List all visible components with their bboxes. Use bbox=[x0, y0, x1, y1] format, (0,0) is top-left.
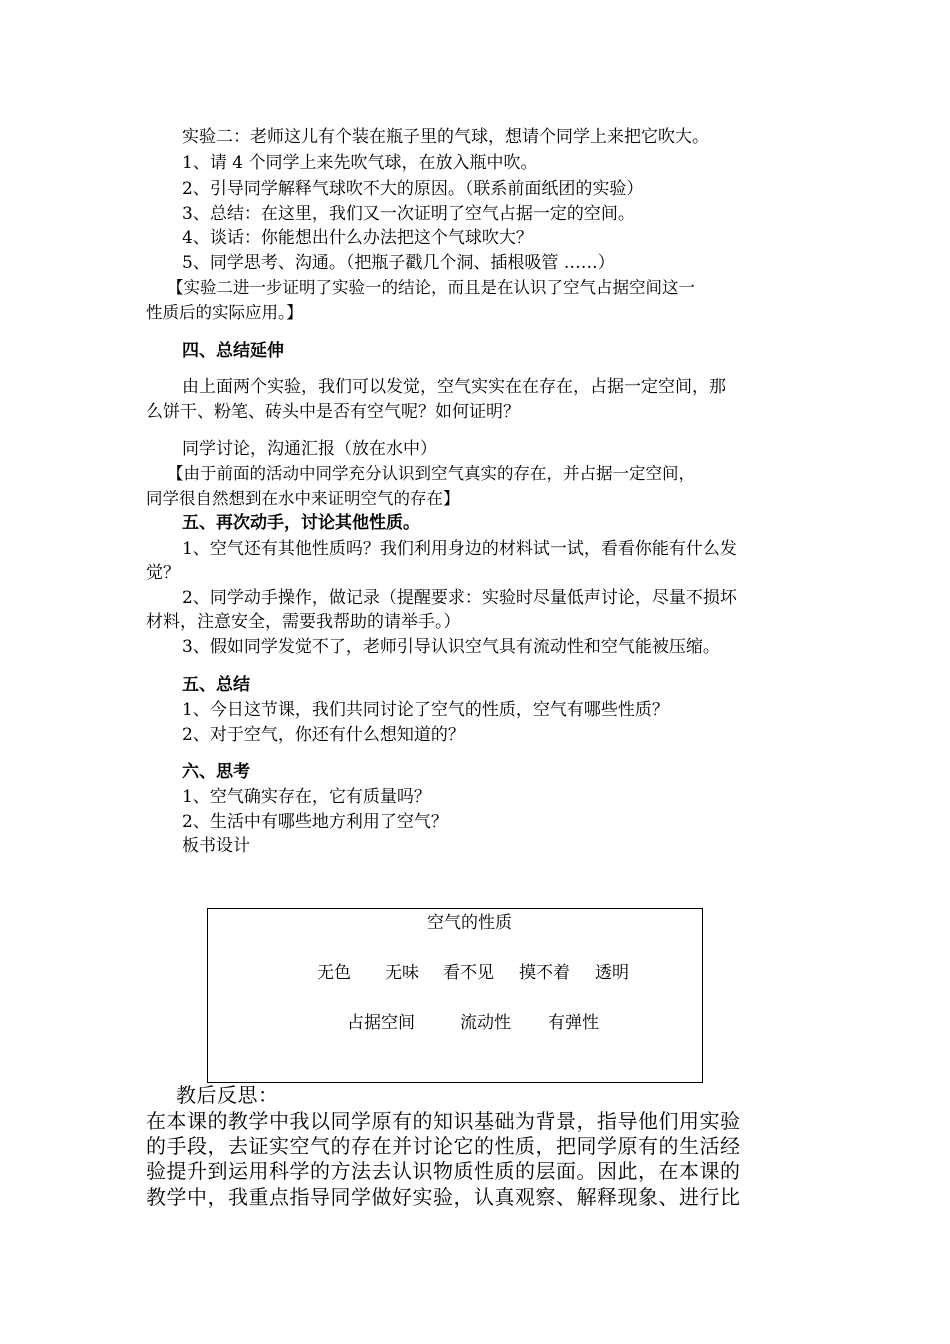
section-4-para1-line1: 由上面两个实验，我们可以发觉，空气实实在在存在，占据一定空间，那 bbox=[182, 377, 726, 397]
reflection-label: 教后反思： bbox=[176, 1083, 279, 1107]
board-design-label: 板书设计 bbox=[182, 836, 250, 856]
section-4-heading: 四、总结延伸 bbox=[182, 341, 284, 361]
summary-item2: 2、对于空气，你还有什么想知道的？ bbox=[182, 725, 465, 745]
exp2-step-5: 5、同学思考、沟通。（把瓶子戳几个洞、插根吸管 ……） bbox=[182, 253, 615, 273]
blackboard-design-box bbox=[207, 908, 703, 1083]
reflection-line1: 在本课的教学中我以同学原有的知识基础为背景，指导他们用实验 bbox=[146, 1109, 741, 1133]
summary-item1: 1、今日这节课，我们共同讨论了空气的性质，空气有哪些性质？ bbox=[182, 700, 669, 720]
exp2-step-1: 1、请 4 个同学上来先吹气球，在放入瓶中吹。 bbox=[182, 153, 538, 173]
board-property-elasticity: 有弹性 bbox=[548, 1013, 599, 1033]
board-property-invisible: 看不见 bbox=[443, 963, 494, 983]
board-property-intangible: 摸不着 bbox=[519, 963, 570, 983]
section-5-heading: 五、再次动手，讨论其他性质。 bbox=[182, 513, 420, 533]
exp2-note-line2: 性质后的实际应用。】 bbox=[146, 303, 303, 322]
section-5-item1-line2: 觉？ bbox=[146, 563, 180, 583]
section-5-item2-line2: 材料，注意安全，需要我帮助的请举手。） bbox=[146, 612, 461, 632]
section-4-para1-line2: 么饼干、粉笔、砖头中是否有空气呢？如何证明？ bbox=[146, 402, 520, 422]
reflection-line4: 教学中，我重点指导同学做好实验，认真观察、解释现象、进行比 bbox=[146, 1185, 741, 1209]
exp2-step-2: 2、引导同学解释气球吹不大的原因。（联系前面纸团的实验） bbox=[182, 179, 644, 199]
board-property-fluidity: 流动性 bbox=[460, 1013, 511, 1033]
exp2-step-3: 3、总结：在这里，我们又一次证明了空气占据一定的空间。 bbox=[182, 204, 635, 224]
reflection-line3: 验提升到运用科学的方法去认识物质性质的层面。因此，在本课的 bbox=[146, 1159, 741, 1183]
section-6-heading: 六、思考 bbox=[182, 762, 250, 782]
section-4-note-line1: 【由于前面的活动中同学充分认识到空气真实的存在，并占据一定空间， bbox=[167, 464, 695, 483]
section-4-note-line2: 同学很自然想到在水中来证明空气的存在】 bbox=[146, 489, 460, 508]
section-6-item1: 1、空气确实存在，它有质量吗？ bbox=[182, 787, 431, 807]
section-5-item1-line1: 1、空气还有其他性质吗？我们利用身边的材料试一试，看看你能有什么发 bbox=[182, 539, 737, 559]
section-5-item2-line1: 2、同学动手操作，做记录（提醒要求：实验时尽量低声讨论，尽量不损坏 bbox=[182, 588, 737, 608]
board-property-odorless: 无味 bbox=[385, 963, 419, 983]
board-title: 空气的性质 bbox=[427, 913, 512, 933]
exp2-note-line1: 【实验二进一步证明了实验一的结论，而且是在认识了空气占据空间这一 bbox=[167, 278, 695, 297]
exp2-step-4: 4、谈话：你能想出什么办法把这个气球吹大？ bbox=[182, 228, 533, 248]
exp2-intro: 实验二：老师这儿有个装在瓶子里的气球，想请个同学上来把它吹大。 bbox=[182, 127, 709, 147]
board-property-occupies-space: 占据空间 bbox=[347, 1013, 415, 1033]
board-property-colorless: 无色 bbox=[317, 963, 351, 983]
board-property-transparent: 透明 bbox=[595, 963, 629, 983]
summary-heading: 五、总结 bbox=[182, 675, 250, 695]
section-5-item3: 3、假如同学发觉不了，老师引导认识空气具有流动性和空气能被压缩。 bbox=[182, 637, 720, 657]
section-4-para2: 同学讨论，沟通汇报（放在水中） bbox=[182, 439, 437, 459]
section-6-item2: 2、生活中有哪些地方利用了空气？ bbox=[182, 812, 448, 832]
reflection-line2: 的手段，去证实空气的存在并讨论它的性质，把同学原有的生活经 bbox=[146, 1134, 741, 1158]
